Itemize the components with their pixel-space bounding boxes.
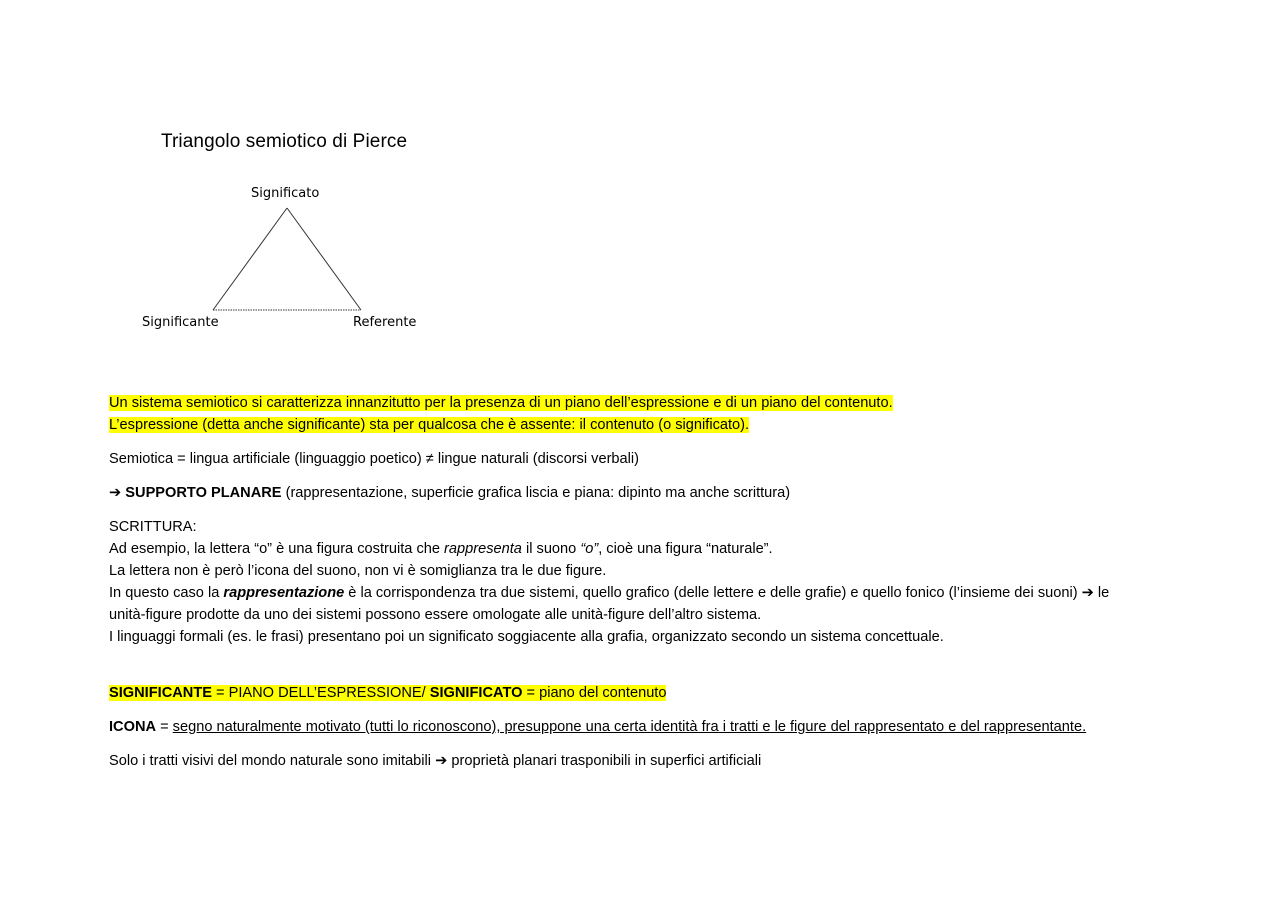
- final-b: proprietà planari trasponibili in superfici artificiali: [447, 753, 762, 769]
- vertex-label-significato: Significato: [251, 186, 320, 201]
- final-a: Solo i tratti visivi del mondo naturale sono imitabili: [109, 753, 436, 769]
- triangle-edge-right: [287, 208, 361, 310]
- significato-bold: SIGNIFICATO: [429, 685, 523, 701]
- body-text: [109, 392, 1189, 784]
- supporto-bold: SUPPORTO PLANARE: [125, 485, 282, 501]
- significante-bold: SIGNIFICANTE: [109, 685, 212, 701]
- semiotica-line: Semiotica = lingua artificiale (linguaggio poetico) ≠ lingue naturali (discorsi verbali): [109, 451, 639, 467]
- scrittura-heading: SCRITTURA:: [109, 519, 197, 535]
- icona-definition: segno naturalmente motivato (tutti lo riconoscono), presuppone una certa identità fra i tratti e le figure del rappresentato e del rappresentante.: [172, 719, 1087, 735]
- scrittura-l3-strong: rappresentazione: [223, 585, 345, 601]
- icona-eq: =: [156, 719, 173, 735]
- scrittura-l5: I linguaggi formali (es. le frasi) presentano poi un significato soggiacente alla grafia, organizzato secondo un sistema concettuale.: [109, 629, 944, 645]
- scrittura-l1c: , cioè una figura “naturale”.: [598, 541, 773, 557]
- scrittura-l3b: è la corrispondenza tra due sistemi, quello grafico (delle lettere e delle grafie) e quello fonico (l’insieme dei suoni): [344, 585, 1082, 601]
- arrow-icon: ➔: [109, 485, 122, 501]
- supporto-line: [109, 482, 1189, 504]
- icona-line: [109, 716, 1189, 738]
- highlight-line-1: Un sistema semiotico si caratterizza innanzitutto per la presenza di un piano dell’espressione e di un piano del contenuto.: [109, 395, 893, 411]
- scrittura-l1b: il suono: [521, 541, 581, 557]
- semiotic-triangle: [130, 180, 390, 320]
- scrittura-l2: La lettera non è però l’icona del suono, non vi è somiglianza tra le due figure.: [109, 563, 607, 579]
- scrittura-l3a: In questo caso la: [109, 585, 224, 601]
- significante-t1: = PIANO DELL’ESPRESSIONE/: [211, 685, 430, 701]
- vertex-label-referente: Referente: [353, 315, 417, 330]
- arrow-icon: ➔: [1081, 585, 1094, 601]
- diagram-title: Triangolo semiotico di Pierce: [161, 131, 408, 152]
- triangle-edge-left: [213, 208, 287, 310]
- scrittura-l1a: Ad esempio, la lettera “o” è una figura costruita che: [109, 541, 445, 557]
- scrittura-section: [109, 516, 1189, 648]
- significante-t2: = piano del contenuto: [522, 685, 667, 701]
- scrittura-l4: unità-figure prodotte da uno dei sistemi possono essere omologate alle unità-figure dell’altro sistema.: [109, 607, 762, 623]
- scrittura-l1-em2: “o”: [580, 541, 599, 557]
- significante-line: [109, 682, 1189, 704]
- final-line: [109, 750, 1189, 772]
- highlight-line-2: L’espressione (detta anche significante) sta per qualcosa che è assente: il contenuto (o significato).: [109, 417, 750, 433]
- icona-bold: ICONA: [109, 719, 157, 735]
- scrittura-l3c: le: [1093, 585, 1110, 601]
- spacer: [109, 660, 1189, 682]
- scrittura-l1-em: rappresenta: [444, 541, 522, 557]
- vertex-label-significante: Significante: [142, 315, 219, 330]
- arrow-icon: ➔: [435, 753, 448, 769]
- highlighted-intro: [109, 392, 1189, 436]
- supporto-rest: (rappresentazione, superficie grafica liscia e piana: dipinto ma anche scrittura): [281, 485, 791, 501]
